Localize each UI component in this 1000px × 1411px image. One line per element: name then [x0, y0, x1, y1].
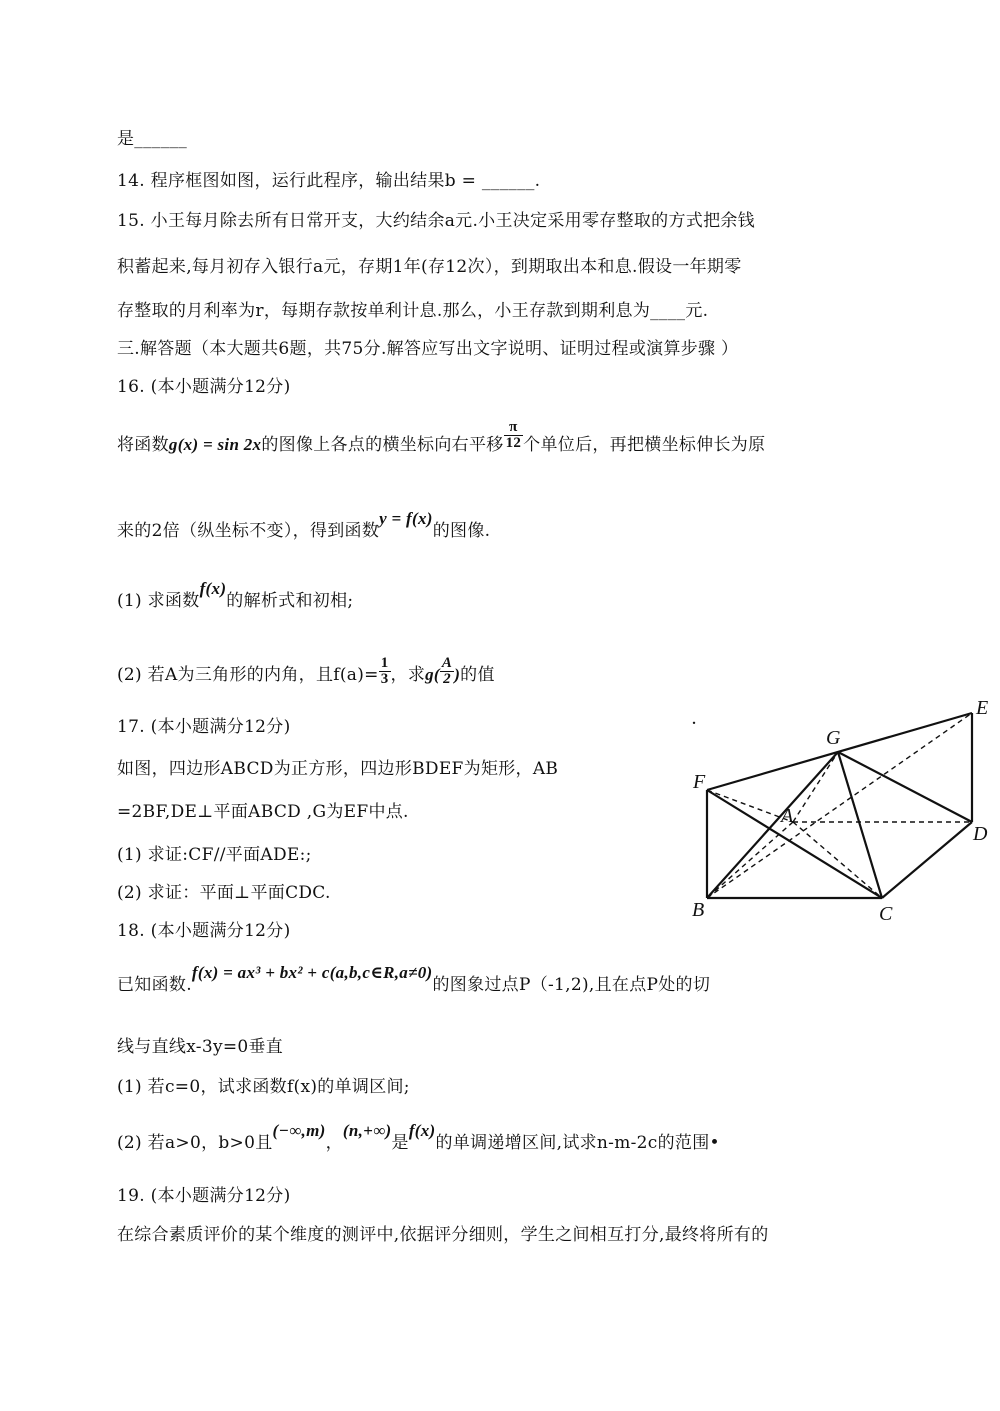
section-3-heading: 三.解答题（本大题共6题，共75分.解答应写出文字说明、证明过程或演算步骤 ）: [117, 339, 739, 359]
label-C: C: [879, 903, 893, 925]
q17-line-1: 如图，四边形ABCD为正方形，四边形BDEF为矩形，AB: [117, 759, 559, 779]
q16-text-e: 的图像.: [432, 521, 491, 541]
q17-part-1: (1) 求证:CF//平面ADE:;: [117, 845, 312, 865]
q18-heading: 18. (本小题满分12分): [117, 921, 291, 941]
q18-p2-text-b: 是: [391, 1133, 409, 1153]
q17-line-2: =2BF,DE⊥平面ABCD ,G为EF中点.: [117, 802, 409, 822]
q15-line-1: 15. 小王每月除去所有日常开支，大约结余a元.小王决定采用零存整取的方式把余钱: [117, 211, 755, 231]
q16-p1-text-a: (1) 求函数: [117, 591, 200, 611]
q18-p2-fx: f(x): [408, 1121, 436, 1140]
q16-y-formula: y = f(x): [379, 509, 433, 528]
q19-line-1: 在综合素质评价的某个维度的测评中,依据评分细则，学生之间相互打分,最终将所有的: [117, 1225, 769, 1245]
q16-text-c: 个单位后，再把横坐标伸长为原: [523, 435, 766, 455]
label-A: A: [781, 805, 794, 827]
q16-p1-fx: f(x): [199, 579, 227, 598]
edge-FC: [707, 790, 882, 898]
q17-part-2: (2) 求证：平面⊥平面CDC.: [117, 883, 331, 903]
q15-line-3: 存整取的月利率为r，每期存款按单利计息.那么，小王存款到期利息为____元.: [117, 301, 709, 321]
edge-GD: [838, 752, 972, 822]
q16-p2-text-c: 的值: [460, 665, 495, 685]
q17-heading: 17. (本小题满分12分): [117, 717, 291, 737]
q16-line-2: [117, 509, 491, 542]
label-E: E: [976, 700, 989, 719]
q18-f-formula: f(x) = ax³ + bx² + c(a,b,c∈R,a≠0): [191, 963, 433, 982]
edge-BG: [707, 752, 838, 898]
q18-line-1: [117, 963, 711, 996]
q13-blank: 是______: [117, 129, 188, 149]
q18-part-2: [117, 1121, 720, 1154]
q15-line-2: 积蓄起来,每月初存入银行a元，存期1年(存12次），到期取出本和息.假设一年期零: [117, 257, 742, 277]
q16-pi-fraction: [504, 420, 524, 451]
q16-p2-A-den: 2: [443, 671, 451, 687]
label-F: F: [693, 771, 706, 793]
dash-AC: [793, 822, 882, 898]
q18-line-2: 线与直线x-3y=0垂直: [117, 1037, 284, 1057]
q16-p2-den: 3: [380, 671, 389, 687]
q16-p2-text-a: (2) 若A为三角形的内角，且f(a)=: [117, 665, 379, 685]
label-B: B: [692, 899, 705, 921]
q18-text-b: 的图象过点P（-1,2),且在点P处的切: [432, 975, 711, 995]
q16-line-1: [117, 419, 766, 461]
q16-p2-g: g(: [425, 665, 440, 684]
q16-pi-num: π: [504, 420, 524, 436]
q16-g-formula: g(x) = sin 2x: [168, 435, 262, 454]
q18-p2-text-a: (2) 若a>0，b>0且: [117, 1133, 273, 1153]
q18-text-a: 已知函数.: [117, 975, 192, 995]
q16-p2-A-fraction: [440, 656, 454, 687]
q14-text: 14. 程序框图如图，运行此程序，输出结果b = ______.: [117, 171, 541, 191]
q16-pi-den: 12: [505, 435, 522, 451]
dash-AB: [707, 822, 793, 898]
q16-p1-text-b: 的解析式和初相;: [226, 591, 354, 611]
q16-part-2: [117, 655, 495, 691]
q16-p2-close: ): [454, 665, 461, 684]
q16-text-b: 的图像上各点的横坐标向右平移: [261, 435, 504, 455]
q16-heading: 16. (本小题满分12分): [117, 377, 291, 397]
q18-interval-1: (−∞,m): [272, 1121, 326, 1140]
q16-text-d: 来的2倍（纵坐标不变），得到函数: [117, 521, 380, 541]
q18-p2-text-c: 的单调递增区间,试求n-m-2c的范围•: [435, 1133, 720, 1153]
label-G: G: [826, 727, 841, 749]
q16-p2-num: 1: [380, 655, 389, 671]
q16-p2-A-num: A: [441, 655, 453, 671]
edge-CD: [882, 822, 972, 898]
q18-comma: ，: [325, 1133, 343, 1153]
q19-heading: 19. (本小题满分12分): [117, 1186, 291, 1206]
q18-part-1: (1) 若c=0，试求函数f(x)的单调区间;: [117, 1077, 410, 1097]
q16-p2-text-b: ，求: [390, 665, 426, 685]
edge-FE: [707, 713, 972, 790]
q16-text-a: 将函数: [117, 435, 169, 455]
label-D: D: [973, 823, 988, 845]
geometry-figure: [660, 700, 1000, 940]
q16-part-1: [117, 579, 354, 612]
q18-interval-2: (n,+∞): [342, 1121, 392, 1140]
q16-p2-fraction: [379, 656, 391, 687]
dot-mark: .: [692, 707, 697, 729]
